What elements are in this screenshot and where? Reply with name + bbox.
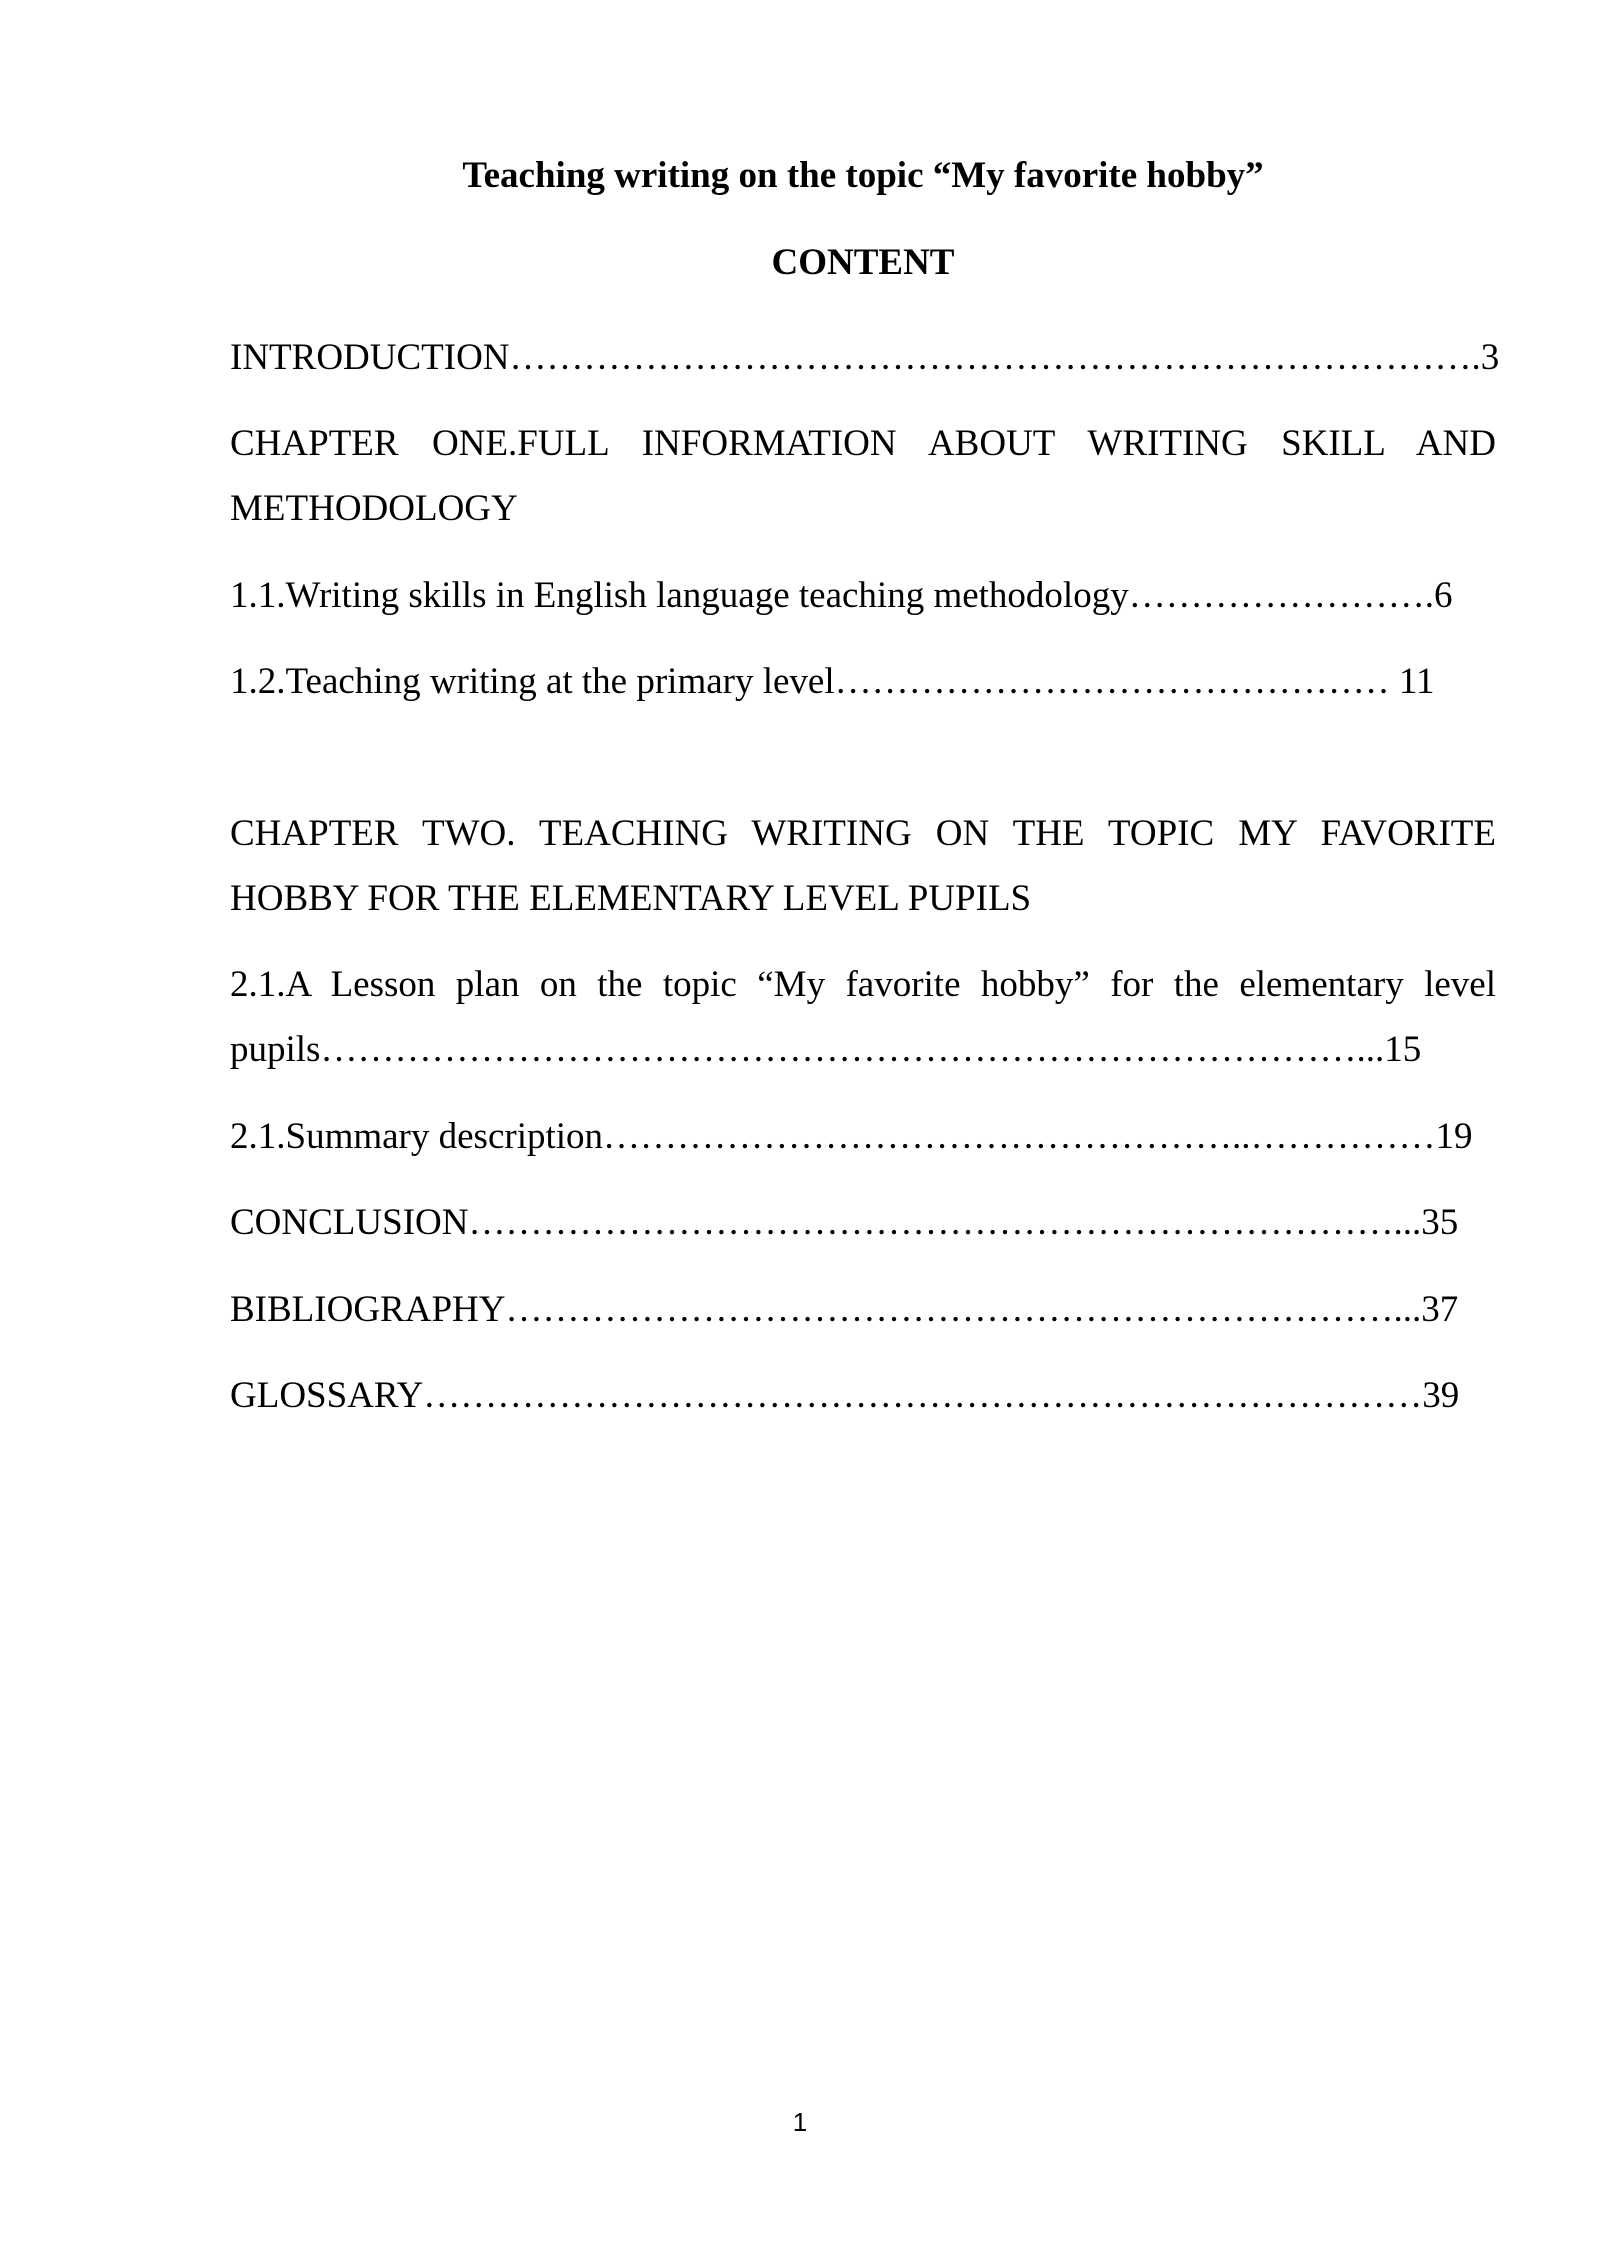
toc-entry-glossary: GLOSSARY………………………………………………………………………39 [230, 1375, 1460, 1416]
toc-entry-section-1-1: 1.1.Writing skills in English language teaching methodology…………………….6 [230, 575, 1453, 616]
page-number: 1 [792, 2107, 808, 2137]
toc-entry-chapter-two: CHAPTER TWO. TEACHING WRITING ON THE TOPIC MY FAVORITE HOBBY FOR THE ELEMENTARY LEVEL PUPILS [230, 813, 1496, 919]
toc-entry-conclusion: CONCLUSION…………………………………………………………………...35 [230, 1202, 1459, 1243]
toc-entry-section-1-2: 1.2.Teaching writing at the primary level……………………………………… 11 [230, 661, 1435, 702]
toc-entry-introduction: INTRODUCTION…………………………………………………………………….3 [230, 337, 1500, 378]
toc-entry-section-2-1-lesson-plan: 2.1.A Lesson plan on the topic “My favorite hobby” for the elementary level pupils…………………………………………………………………………...15 [230, 964, 1496, 1070]
toc-entry-bibliography: BIBLIOGRAPHY………………………………………………………………...37 [230, 1289, 1459, 1330]
toc-entry-section-2-1-summary: 2.1.Summary description……………………………………………..……………19 [230, 1116, 1473, 1157]
contents-heading: CONTENT [771, 242, 955, 283]
document-title: Teaching writing on the topic “My favorite hobby” [462, 155, 1264, 196]
toc-entry-chapter-one: CHAPTER ONE.FULL INFORMATION ABOUT WRITING SKILL AND METHODOLOGY [230, 423, 1496, 529]
